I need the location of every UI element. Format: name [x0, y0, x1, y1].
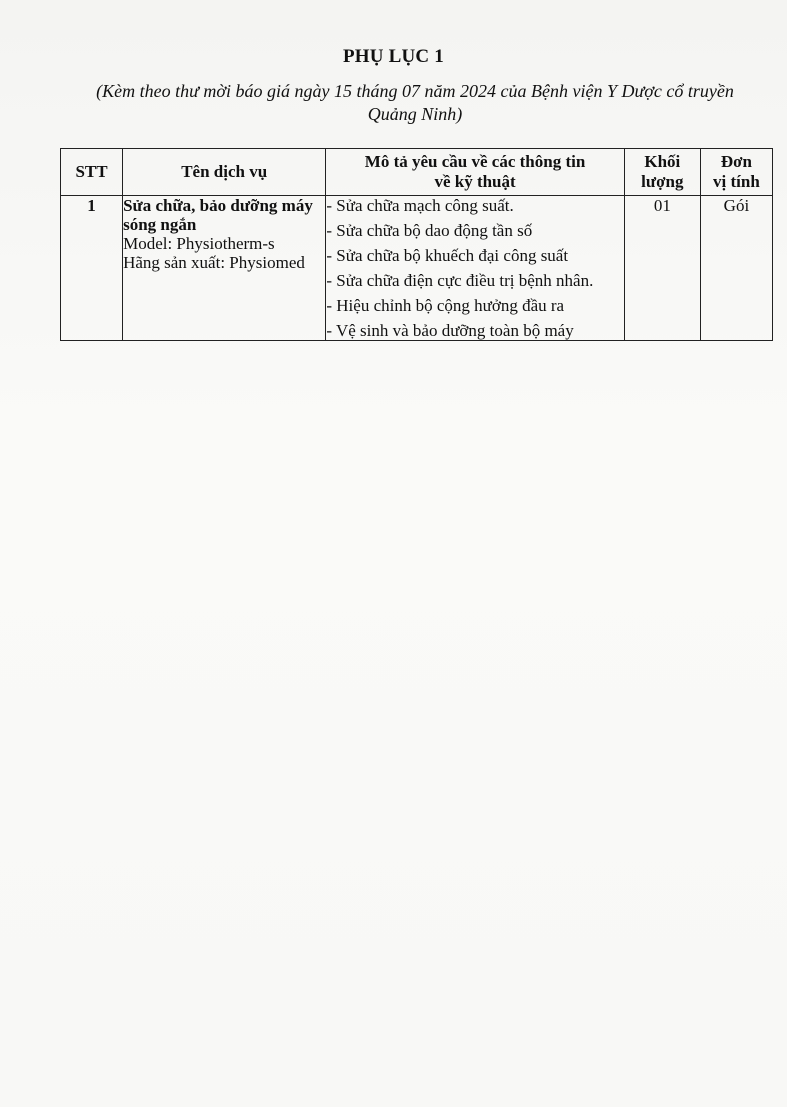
- row-quantity: 01: [624, 196, 700, 341]
- table-row: [61, 196, 773, 341]
- service-manufacturer: Hãng sản xuất: Physiomed: [123, 253, 305, 272]
- requirement-item: - Sửa chữa mạch công suất.: [326, 196, 514, 215]
- row-requirements-cell: [326, 196, 624, 341]
- appendix-title: PHỤ LỤC 1: [342, 46, 445, 67]
- requirement-item: - Sửa chữa điện cực điều trị bệnh nhân.: [326, 271, 594, 290]
- header-service-name: Tên dịch vụ: [123, 149, 326, 196]
- row-service-cell: [123, 196, 326, 341]
- header-quantity-line2: lượng: [641, 172, 684, 191]
- row-unit: Gói: [700, 196, 772, 341]
- requirement-item: - Sửa chữa bộ khuếch đại công suất: [326, 246, 569, 265]
- header-requirements-line1: Mô tả yêu cầu về các thông tin: [364, 152, 586, 171]
- appendix-subtitle: (Kèm theo thư mời báo giá ngày 15 tháng 07 năm 2024 của Bệnh viện Y Dược cổ truyền Quảng Ninh): [96, 81, 734, 124]
- header-requirements: [326, 149, 624, 196]
- row-stt: 1: [61, 196, 123, 341]
- requirement-item: - Sửa chữa bộ dao động tần số: [326, 221, 533, 240]
- table-header-row: [61, 149, 773, 196]
- header-unit-line1: Đơn: [720, 152, 752, 171]
- service-table: [60, 148, 773, 341]
- header-unit: [700, 149, 772, 196]
- service-name: Sửa chữa, bảo dưỡng máy sóng ngắn: [123, 196, 313, 234]
- header-requirements-line2: về kỹ thuật: [434, 172, 516, 191]
- requirement-item: - Vệ sinh và bảo dưỡng toàn bộ máy: [326, 321, 574, 340]
- header-stt: STT: [61, 149, 123, 196]
- service-model: Model: Physiotherm-s: [123, 234, 275, 253]
- requirement-item: - Hiệu chỉnh bộ cộng hưởng đầu ra: [326, 296, 565, 315]
- header-unit-line2: vị tính: [713, 172, 760, 191]
- header-quantity: [624, 149, 700, 196]
- header-quantity-line1: Khối: [644, 152, 681, 171]
